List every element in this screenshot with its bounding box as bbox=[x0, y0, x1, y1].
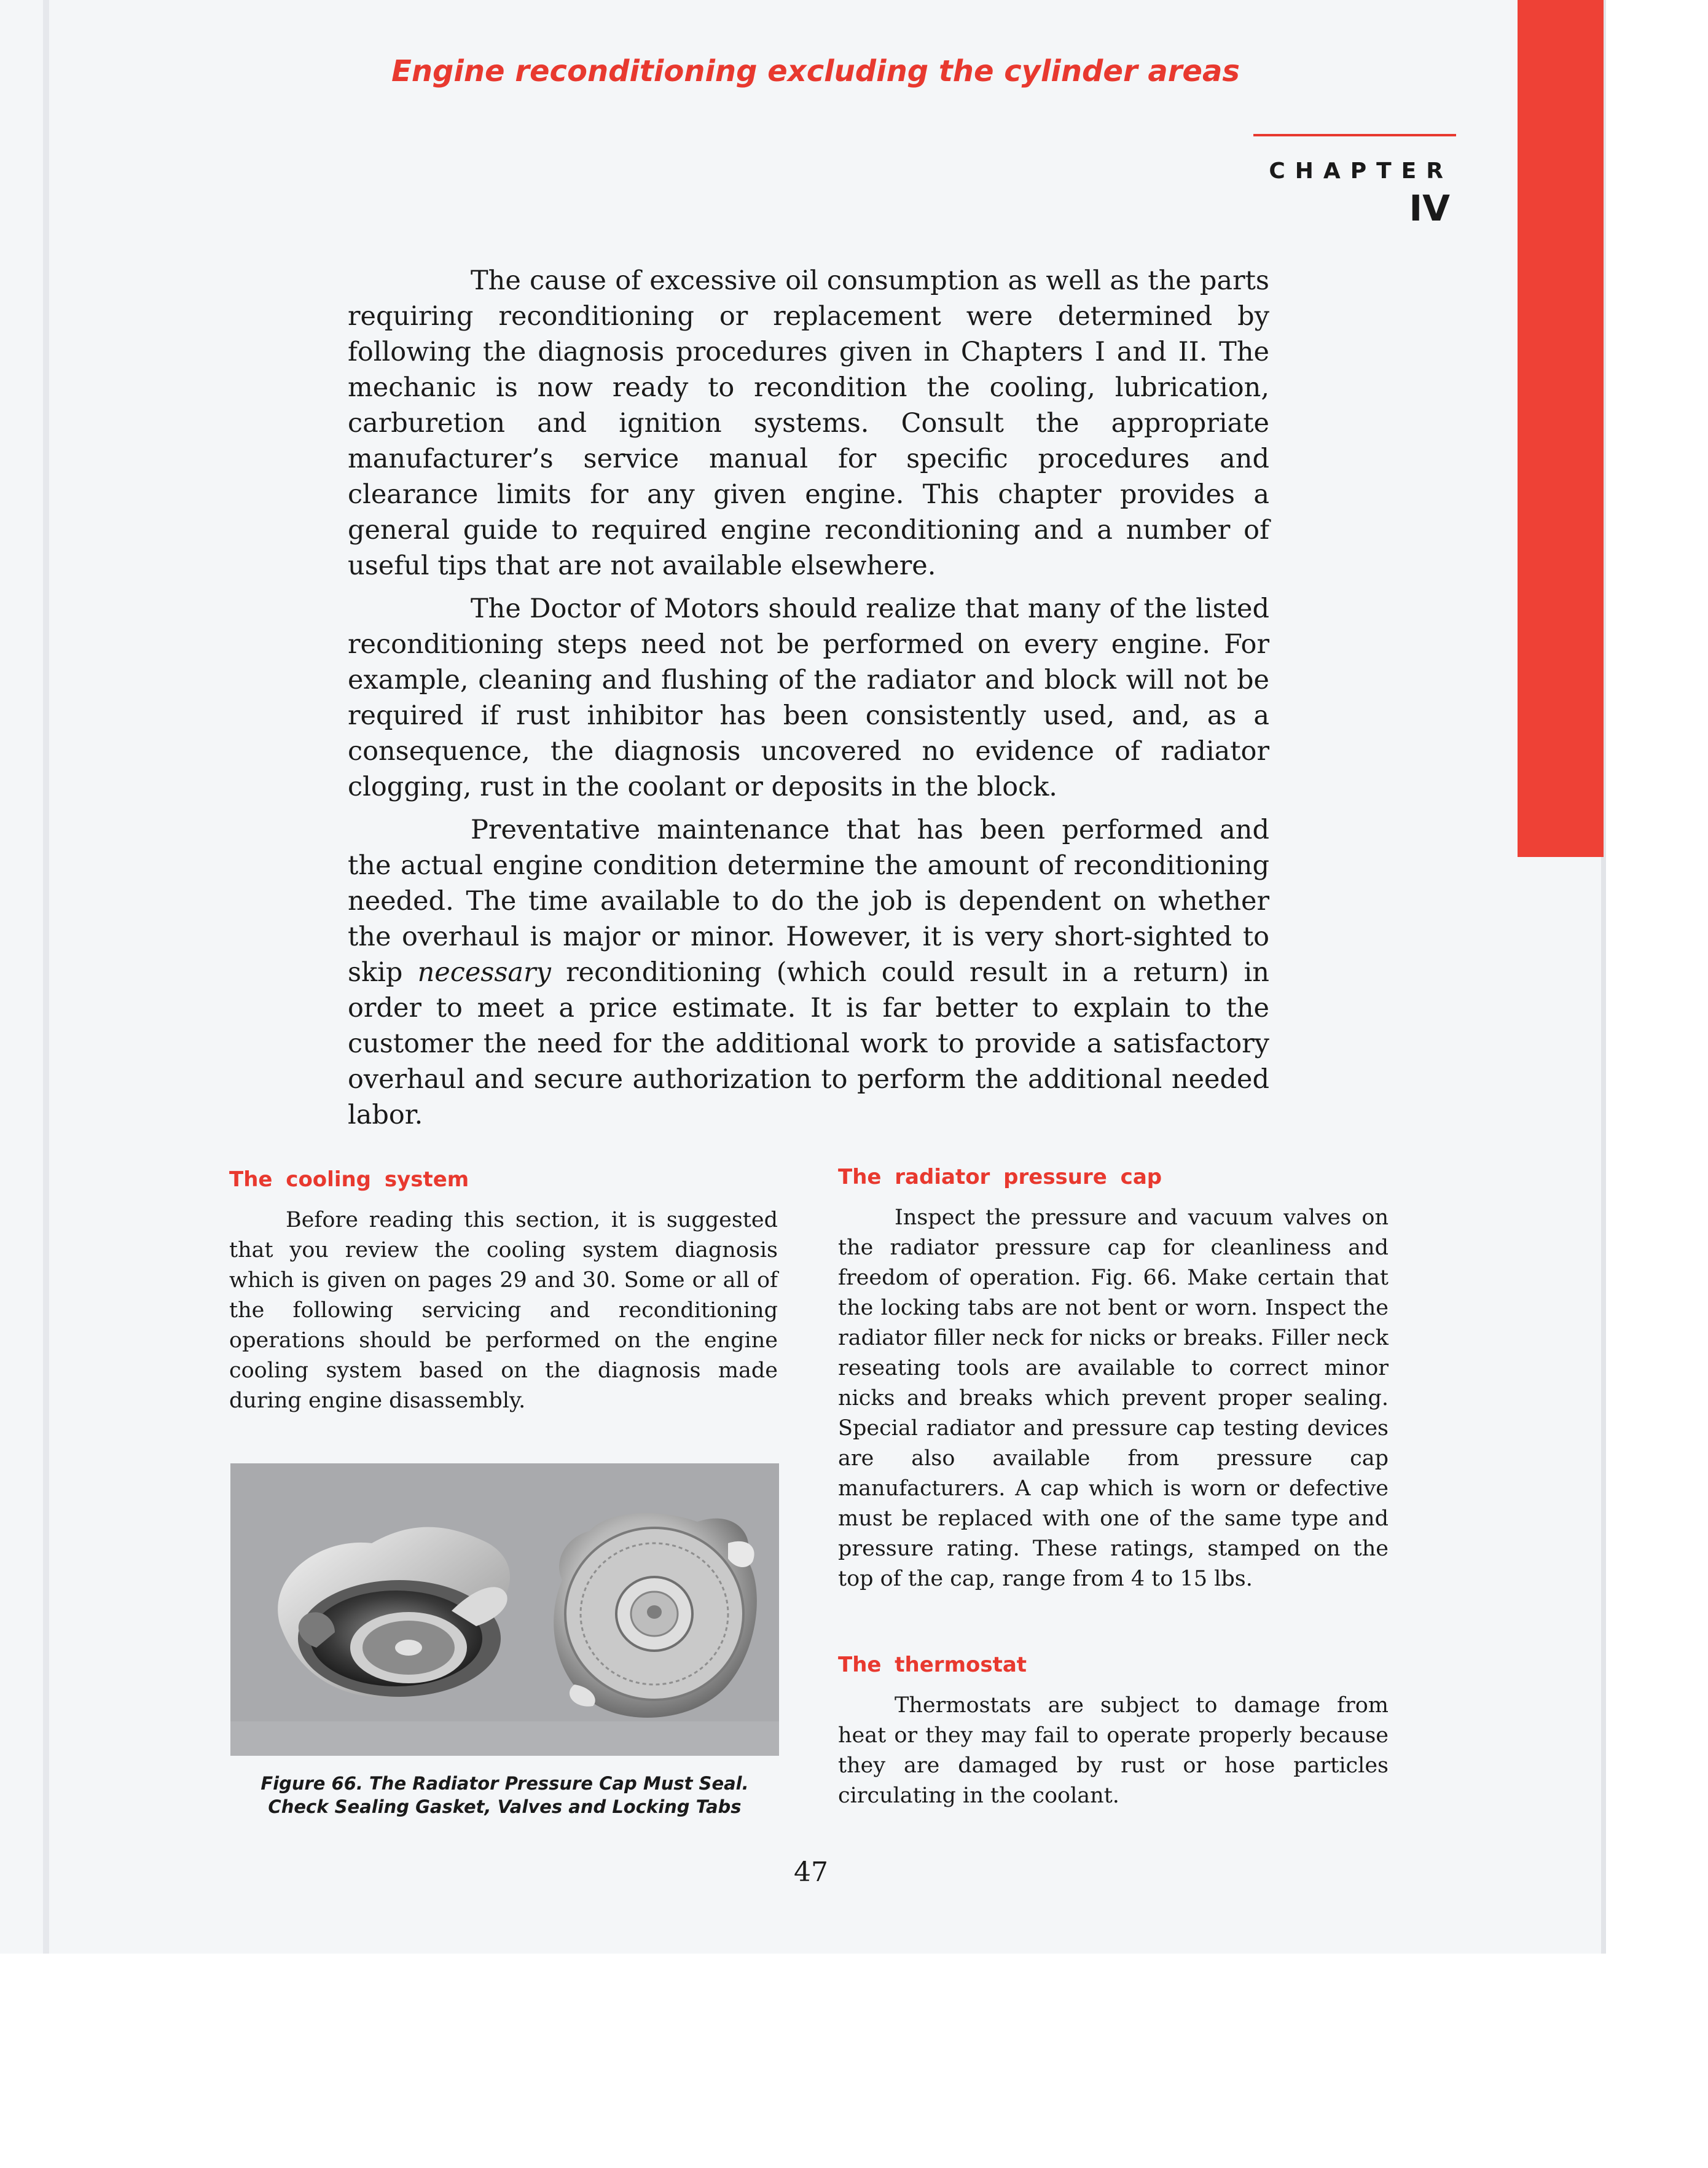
page-edge-left bbox=[43, 0, 49, 1954]
pressure-cap-heading: The radiator pressure cap bbox=[838, 1165, 1162, 1189]
intro-paragraph-3 bbox=[348, 812, 1269, 1133]
pressure-cap-body bbox=[838, 1203, 1389, 1594]
figure-66-caption bbox=[230, 1772, 779, 1818]
cooling-system-paragraph: Before reading this section, it is suggested that you review the cooling system diagnosis which is given on pages 29 and 30. Some or all of the following servicing and reconditioning operations should be performed on the engine cooling system based on the diagnosis made during engine disassembly. bbox=[229, 1208, 778, 1413]
radiator-cap-illustration bbox=[230, 1463, 779, 1756]
running-head: Engine reconditioning excluding the cylinder areas bbox=[391, 54, 1240, 88]
intro-p3-end: reconditioning (which could result in a return) in order to meet a price estimate. It is far better to explain to the customer the need for the additional work to provide a satisfactory overhaul and secure authorization to perform the additional needed labor. bbox=[348, 957, 1269, 1130]
intro-text bbox=[348, 263, 1269, 1140]
cooling-system-heading: The cooling system bbox=[229, 1167, 469, 1192]
chapter-label: CHAPTER bbox=[1269, 158, 1453, 184]
cooling-system-body bbox=[229, 1205, 778, 1416]
caption-line-2: Check Sealing Gasket, Valves and Locking Tabs bbox=[268, 1796, 742, 1817]
chapter-tab-marker bbox=[1518, 0, 1604, 857]
figure-66-photo bbox=[230, 1463, 779, 1756]
chapter-number: IV bbox=[1409, 187, 1450, 229]
caption-line-1: Figure 66. The Radiator Pressure Cap Must Seal. bbox=[261, 1773, 749, 1794]
intro-p3-start: Preventative maintenance that has been performed and the actual engine condition determine the amount of reconditioning needed. The time available to do the job is dependent on whether the overhaul is major or minor. However, it is very short-sighted to skip bbox=[348, 815, 1269, 988]
thermostat-body bbox=[838, 1691, 1389, 1811]
intro-paragraph-1: The cause of excessive oil consumption as well as the parts requiring reconditioning or replacement were determined by following the diagnosis procedures given in Chapters I and II. The mechanic is now ready to recondition the cooling, lubrication, carburetion and ignition systems. Consult the appropriate manufacturer’s service manual for specific procedures and clearance limits for any given engine. This chapter provides a general guide to required engine reconditioning and a number of useful tips that are not available elsewhere. bbox=[348, 265, 1269, 581]
thermostat-heading: The thermostat bbox=[838, 1653, 1027, 1677]
intro-p3-emphasis: necessary bbox=[417, 957, 551, 988]
chapter-rule bbox=[1253, 134, 1456, 136]
thermostat-paragraph: Thermostats are subject to damage from heat or they may fail to operate properly because they are damaged by rust or hose particles circulating in the coolant. bbox=[838, 1693, 1389, 1808]
intro-paragraph-2: The Doctor of Motors should realize that many of the listed reconditioning steps need not be performed on every engine. For example, cleaning and flushing of the radiator and block will not be required if rust inhibitor has been consistently used, and, as a consequence, the diagnosis uncovered no evidence of radiator clogging, rust in the coolant or deposits in the block. bbox=[348, 593, 1269, 802]
page-number: 47 bbox=[794, 1857, 828, 1888]
pressure-cap-paragraph: Inspect the pressure and vacuum valves on the radiator pressure cap for cleanliness and freedom of operation. Fig. 66. Make certain that the locking tabs are not bent or worn. Inspect the radiator filler neck for nicks or breaks. Filler neck reseating tools are available to correct minor nicks and breaks which prevent proper sealing. Special radiator and pressure cap testing devices are also available from pressure cap manufacturers. A cap which is worn or defective must be replaced with one of the same type and pressure rating. These ratings, stamped on the top of the cap, range from 4 to 15 lbs. bbox=[838, 1205, 1389, 1591]
